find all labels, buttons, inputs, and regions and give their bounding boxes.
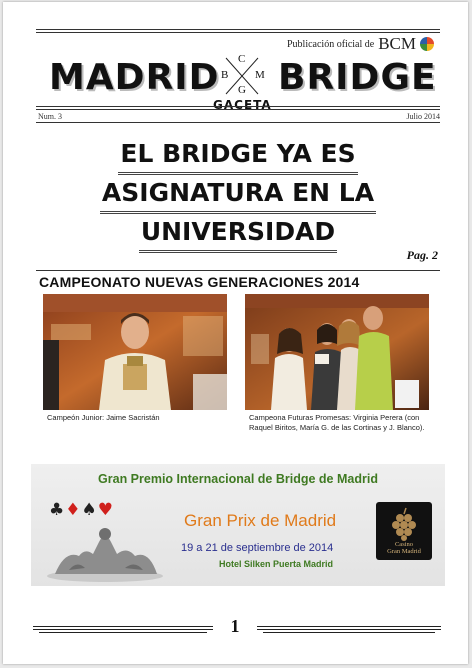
bcm-logo-icon — [420, 37, 434, 51]
monogram-left: B — [221, 69, 229, 81]
bcm-brand: BCM — [378, 34, 416, 53]
headline-line-1: EL BRIDGE YA ES — [118, 136, 357, 175]
page-number: 1 — [230, 616, 240, 636]
casino-logo-text — [376, 541, 432, 555]
monogram-top: C — [238, 53, 246, 65]
banner-venue: Hotel Silken Puerta Madrid — [219, 559, 334, 569]
main-headline — [63, 136, 413, 253]
banner-title: Gran Premio Internacional de Bridge de Madrid — [98, 472, 378, 486]
monogram-bottom: G — [238, 84, 246, 96]
footer-rule-right — [257, 626, 441, 630]
grand-prix-banner[interactable] — [31, 464, 445, 586]
header-top-rule — [36, 29, 440, 33]
masthead-madrid: MADRID — [49, 57, 220, 98]
publisher-line — [287, 34, 434, 54]
caption-junior: Campeón Junior: Jaime Sacristán — [47, 413, 160, 422]
masthead-bridge: BRIDGE — [278, 57, 437, 98]
footer-rule-right-2 — [263, 632, 435, 633]
issue-number: Num. 3 — [38, 112, 62, 121]
bcmg-monogram — [218, 54, 266, 98]
casino-line-1: Casino — [394, 541, 414, 548]
caption-future-promises-2: Raquel Biritos, María G. de las Cortinas y J. Blanco). — [249, 423, 425, 432]
issue-row — [38, 112, 440, 121]
newsletter-page — [3, 2, 468, 664]
masthead-subtitle: GACETA — [213, 98, 272, 112]
headline-line-2: ASIGNATURA EN LA — [100, 175, 376, 214]
footer-rule-left-2 — [39, 632, 207, 633]
banner-event-name: Gran Prix de Madrid — [184, 511, 337, 530]
casino-line-2: Gran Madrid — [387, 548, 421, 555]
grapes-icon — [376, 506, 432, 542]
photo-junior-champion-image — [43, 294, 227, 410]
caption-future-promises-1: Campeona Futuras Promesas: Virginia Perera (con — [249, 413, 420, 422]
official-publication-label: Publicación oficial de — [287, 38, 375, 50]
masthead — [33, 53, 443, 112]
section-rule — [36, 270, 440, 271]
section-title: CAMPEONATO NUEVAS GENERACIONES 2014 — [39, 274, 360, 290]
photo-future-promises-image — [245, 294, 429, 410]
page-reference: Pag. 2 — [406, 248, 438, 262]
footer-rule-left — [33, 626, 213, 630]
casino-gran-madrid-logo — [376, 502, 432, 560]
headline-line-3: UNIVERSIDAD — [139, 214, 337, 253]
cibeles-fountain-icon — [45, 520, 165, 582]
photo-junior-champion — [43, 294, 227, 410]
issue-date: Julio 2014 — [406, 112, 440, 121]
card-suits-icon: ♣♦♠♥ — [49, 500, 114, 520]
banner-dates: 19 a 21 de septiembre de 2014 — [181, 542, 334, 554]
photo-future-promises — [245, 294, 429, 410]
monogram-right: M — [255, 69, 265, 81]
header-bottom-rule — [36, 122, 440, 123]
header-mid-rule — [36, 106, 440, 110]
